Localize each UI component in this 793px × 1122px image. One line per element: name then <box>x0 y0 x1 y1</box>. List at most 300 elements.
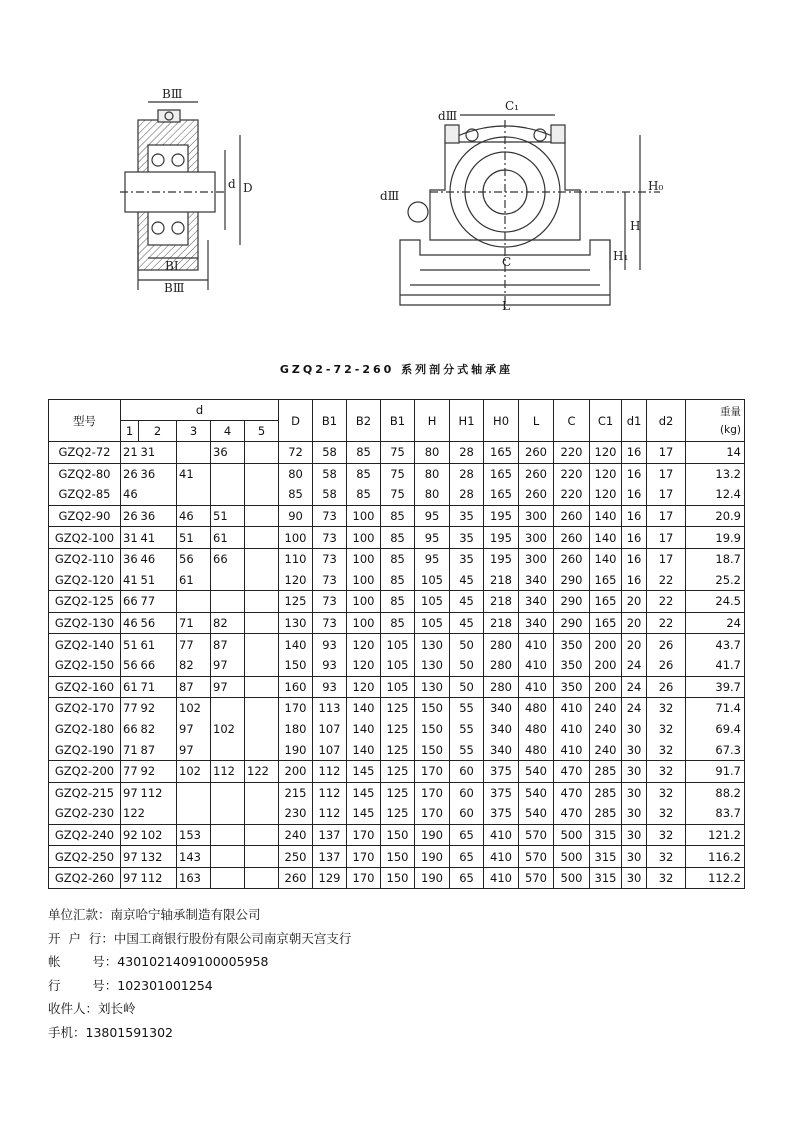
cell-d-5 <box>245 442 279 464</box>
cell-l: 410 <box>519 676 554 698</box>
cell-d2: 17 <box>647 505 686 527</box>
cell-h0: 280 <box>484 655 519 676</box>
cell-d-5 <box>245 570 279 591</box>
table-row <box>49 782 745 803</box>
header-c: C <box>554 400 590 442</box>
cell-c1: 200 <box>590 655 622 676</box>
cell-b1b: 105 <box>381 676 415 698</box>
label-h0: H₀ <box>648 179 664 193</box>
cell-l: 540 <box>519 803 554 824</box>
cell-h0: 280 <box>484 676 519 698</box>
cell-h1: 28 <box>450 484 484 505</box>
cell-d-1: 66 <box>121 591 139 613</box>
table-row <box>49 505 745 527</box>
cell-h0: 195 <box>484 548 519 569</box>
cell-h0: 195 <box>484 527 519 549</box>
cell-d-2: 92 <box>139 760 177 782</box>
cell-d-2: 51 <box>139 570 177 591</box>
table-row <box>49 634 745 655</box>
cell-c1: 200 <box>590 634 622 655</box>
cell-d-5 <box>245 719 279 740</box>
cell-b2: 140 <box>347 739 381 760</box>
cell-d2: 32 <box>647 782 686 803</box>
label-D-outer: D <box>243 181 253 195</box>
cell-weight: 24 <box>686 612 745 634</box>
contact-info <box>48 903 351 1044</box>
cell-h0: 375 <box>484 803 519 824</box>
cell-b2: 170 <box>347 824 381 846</box>
cell-h1: 35 <box>450 548 484 569</box>
side-section-view <box>120 102 240 290</box>
cell-d1: 16 <box>622 442 647 464</box>
cell-l: 480 <box>519 739 554 760</box>
cell-d-1: 92 <box>121 824 139 846</box>
cell-l: 300 <box>519 548 554 569</box>
cell-b1: 93 <box>313 634 347 655</box>
cell-d-2: 36 <box>139 505 177 527</box>
cell-c: 500 <box>554 867 590 889</box>
cell-d-2: 82 <box>139 719 177 740</box>
cell-b2: 145 <box>347 803 381 824</box>
cell-d1: 30 <box>622 867 647 889</box>
bank-name: 开 户 行：中国工商银行股份有限公司南京朝天宫支行 <box>48 930 352 946</box>
cell-d-4 <box>211 463 245 484</box>
cell-d2: 32 <box>647 698 686 719</box>
cell-d-4 <box>211 867 245 889</box>
cell-d1: 30 <box>622 782 647 803</box>
cell-h0: 375 <box>484 782 519 803</box>
cell-d-4: 36 <box>211 442 245 464</box>
cell-b2: 100 <box>347 527 381 549</box>
cell-b1: 73 <box>313 527 347 549</box>
cell-d2: 32 <box>647 739 686 760</box>
cell-d: 190 <box>279 739 313 760</box>
header-weight-top: 重量 <box>720 405 741 418</box>
cell-d-4 <box>211 570 245 591</box>
cell-d2: 26 <box>647 676 686 698</box>
cell-d-4: 97 <box>211 655 245 676</box>
cell-h0: 195 <box>484 505 519 527</box>
cell-d-4: 112 <box>211 760 245 782</box>
cell-d-4 <box>211 846 245 868</box>
cell-b1: 107 <box>313 719 347 740</box>
cell-b1b: 105 <box>381 655 415 676</box>
header-h0: H0 <box>484 400 519 442</box>
label-l: L <box>502 299 510 313</box>
cell-c1: 285 <box>590 803 622 824</box>
cell-d-5 <box>245 739 279 760</box>
cell-d-2 <box>139 484 177 505</box>
cell-d-5 <box>245 591 279 613</box>
header-d1: d1 <box>622 400 647 442</box>
cell-d1: 20 <box>622 634 647 655</box>
cell-d2: 17 <box>647 484 686 505</box>
cell-d-3: 102 <box>177 760 211 782</box>
cell-c: 290 <box>554 612 590 634</box>
header-b2: B2 <box>347 400 381 442</box>
cell-c: 350 <box>554 676 590 698</box>
cell-h1: 60 <box>450 760 484 782</box>
cell-d-5 <box>245 548 279 569</box>
header-c1: C1 <box>590 400 622 442</box>
cell-model: GZQ2-250 <box>49 846 121 868</box>
cell-d1: 30 <box>622 803 647 824</box>
cell-d1: 30 <box>622 760 647 782</box>
cell-weight: 39.7 <box>686 676 745 698</box>
label-h: H <box>630 219 641 233</box>
cell-d-3 <box>177 484 211 505</box>
cell-l: 340 <box>519 612 554 634</box>
cell-d-2: 66 <box>139 655 177 676</box>
cell-l: 480 <box>519 719 554 740</box>
cell-l: 340 <box>519 591 554 613</box>
cell-d: 100 <box>279 527 313 549</box>
cell-d1: 24 <box>622 676 647 698</box>
cell-b1: 73 <box>313 548 347 569</box>
cell-b1b: 85 <box>381 612 415 634</box>
cell-h1: 28 <box>450 442 484 464</box>
cell-l: 260 <box>519 442 554 464</box>
bank-code: 行 号：102301001254 <box>48 977 213 993</box>
label-h1: H₁ <box>613 249 629 263</box>
cell-b1: 58 <box>313 484 347 505</box>
cell-d-5 <box>245 505 279 527</box>
table-row <box>49 591 745 613</box>
cell-c1: 240 <box>590 739 622 760</box>
cell-c: 220 <box>554 463 590 484</box>
cell-d-3: 102 <box>177 698 211 719</box>
cell-b2: 120 <box>347 655 381 676</box>
cell-d-1: 31 <box>121 527 139 549</box>
cell-c1: 165 <box>590 612 622 634</box>
cell-c1: 315 <box>590 824 622 846</box>
cell-d-3: 163 <box>177 867 211 889</box>
header-d-4: 4 <box>211 421 245 442</box>
cell-weight: 91.7 <box>686 760 745 782</box>
cell-d-2: 46 <box>139 548 177 569</box>
cell-d-5 <box>245 824 279 846</box>
cell-d-4: 87 <box>211 634 245 655</box>
cell-b1b: 125 <box>381 739 415 760</box>
cell-b1b: 85 <box>381 548 415 569</box>
table-row <box>49 719 745 740</box>
table-row <box>49 484 745 505</box>
cell-d-1: 41 <box>121 570 139 591</box>
cell-h: 190 <box>415 846 450 868</box>
cell-d-4: 66 <box>211 548 245 569</box>
label-d3-top: dⅢ <box>438 109 458 123</box>
cell-h: 170 <box>415 803 450 824</box>
cell-d-2: 61 <box>139 634 177 655</box>
cell-d-1: 66 <box>121 719 139 740</box>
cell-c: 470 <box>554 760 590 782</box>
cell-d-2: 132 <box>139 846 177 868</box>
cell-d2: 22 <box>647 570 686 591</box>
cell-d2: 22 <box>647 591 686 613</box>
cell-model: GZQ2-140 <box>49 634 121 655</box>
cell-c1: 165 <box>590 570 622 591</box>
table-row <box>49 570 745 591</box>
cell-d-1: 97 <box>121 867 139 889</box>
cell-b1b: 75 <box>381 463 415 484</box>
cell-h1: 35 <box>450 527 484 549</box>
cell-d1: 16 <box>622 463 647 484</box>
recipient: 收件人：刘长岭 <box>48 1001 136 1016</box>
cell-h1: 50 <box>450 676 484 698</box>
cell-d2: 32 <box>647 803 686 824</box>
cell-l: 540 <box>519 760 554 782</box>
cell-c1: 285 <box>590 782 622 803</box>
cell-d2: 32 <box>647 846 686 868</box>
cell-d-4 <box>211 698 245 719</box>
cell-d-2: 36 <box>139 463 177 484</box>
cell-weight: 41.7 <box>686 655 745 676</box>
cell-d-1: 71 <box>121 739 139 760</box>
cell-b1: 93 <box>313 676 347 698</box>
cell-d-4: 82 <box>211 612 245 634</box>
cell-c1: 315 <box>590 846 622 868</box>
cell-weight: 12.4 <box>686 484 745 505</box>
cell-weight: 121.2 <box>686 824 745 846</box>
cell-c: 500 <box>554 824 590 846</box>
cell-d1: 16 <box>622 505 647 527</box>
cell-c1: 120 <box>590 484 622 505</box>
cell-b1: 129 <box>313 867 347 889</box>
cell-d-1: 36 <box>121 548 139 569</box>
cell-c: 500 <box>554 846 590 868</box>
cell-model: GZQ2-110 <box>49 548 121 569</box>
cell-h0: 280 <box>484 634 519 655</box>
header-d: d <box>121 400 279 421</box>
document-title: GZQ2-72-260 系列剖分式轴承座 <box>279 363 514 376</box>
cell-c: 470 <box>554 782 590 803</box>
cell-d-2: 31 <box>139 442 177 464</box>
cell-b1: 112 <box>313 803 347 824</box>
cell-h: 95 <box>415 505 450 527</box>
cell-d-4 <box>211 824 245 846</box>
cell-d-1: 61 <box>121 676 139 698</box>
cell-l: 570 <box>519 867 554 889</box>
cell-weight: 25.2 <box>686 570 745 591</box>
table-row <box>49 846 745 868</box>
header-h: H <box>415 400 450 442</box>
cell-c: 260 <box>554 505 590 527</box>
cell-h0: 410 <box>484 846 519 868</box>
cell-d: 240 <box>279 824 313 846</box>
cell-b1b: 85 <box>381 570 415 591</box>
label-c: C <box>502 255 512 269</box>
cell-h: 130 <box>415 655 450 676</box>
header-b1: B1 <box>313 400 347 442</box>
cell-d1: 24 <box>622 655 647 676</box>
cell-b2: 120 <box>347 676 381 698</box>
cell-c1: 240 <box>590 719 622 740</box>
cell-d: 120 <box>279 570 313 591</box>
cell-h0: 410 <box>484 867 519 889</box>
cell-d: 130 <box>279 612 313 634</box>
cell-d-5 <box>245 634 279 655</box>
table-row <box>49 676 745 698</box>
cell-d-2: 41 <box>139 527 177 549</box>
cell-d-2: 77 <box>139 591 177 613</box>
cell-b1b: 150 <box>381 824 415 846</box>
cell-c1: 315 <box>590 867 622 889</box>
cell-d-1: 26 <box>121 463 139 484</box>
cell-d: 215 <box>279 782 313 803</box>
cell-h: 80 <box>415 442 450 464</box>
label-d3-side: dⅢ <box>380 189 400 203</box>
cell-d-2: 71 <box>139 676 177 698</box>
drawing-labels <box>162 87 663 313</box>
cell-d1: 30 <box>622 719 647 740</box>
cell-d1: 16 <box>622 527 647 549</box>
cell-b1: 107 <box>313 739 347 760</box>
header-d-3: 3 <box>177 421 211 442</box>
cell-b1: 73 <box>313 591 347 613</box>
cell-d-1: 21 <box>121 442 139 464</box>
cell-b1b: 75 <box>381 484 415 505</box>
cell-model: GZQ2-125 <box>49 591 121 613</box>
cell-d2: 17 <box>647 548 686 569</box>
cell-h: 150 <box>415 698 450 719</box>
cell-d-5 <box>245 484 279 505</box>
cell-h0: 218 <box>484 591 519 613</box>
cell-d-5 <box>245 846 279 868</box>
cell-c1: 240 <box>590 698 622 719</box>
cell-d-1: 46 <box>121 612 139 634</box>
cell-h: 105 <box>415 591 450 613</box>
cell-weight: 67.3 <box>686 739 745 760</box>
cell-c1: 140 <box>590 548 622 569</box>
cell-b2: 85 <box>347 442 381 464</box>
cell-d-5 <box>245 655 279 676</box>
cell-d-2: 102 <box>139 824 177 846</box>
cell-h: 105 <box>415 570 450 591</box>
cell-h: 170 <box>415 782 450 803</box>
cell-h0: 218 <box>484 570 519 591</box>
cell-b2: 85 <box>347 484 381 505</box>
cell-d-4: 51 <box>211 505 245 527</box>
cell-d-1: 26 <box>121 505 139 527</box>
cell-d-4: 97 <box>211 676 245 698</box>
cell-d-2: 56 <box>139 612 177 634</box>
cell-b2: 145 <box>347 760 381 782</box>
cell-h1: 60 <box>450 782 484 803</box>
cell-d-2: 92 <box>139 698 177 719</box>
cell-d1: 24 <box>622 698 647 719</box>
cell-d2: 26 <box>647 634 686 655</box>
cell-h0: 165 <box>484 442 519 464</box>
cell-l: 570 <box>519 824 554 846</box>
cell-h1: 50 <box>450 634 484 655</box>
cell-d-3: 153 <box>177 824 211 846</box>
cell-h0: 165 <box>484 484 519 505</box>
table-body <box>49 442 745 889</box>
cell-b1: 112 <box>313 760 347 782</box>
cell-l: 260 <box>519 463 554 484</box>
table-row <box>49 655 745 676</box>
cell-c1: 120 <box>590 442 622 464</box>
cell-b1: 137 <box>313 846 347 868</box>
table-row <box>49 824 745 846</box>
cell-d: 160 <box>279 676 313 698</box>
cell-b1b: 85 <box>381 505 415 527</box>
technical-drawing <box>100 80 700 340</box>
table-row <box>49 612 745 634</box>
cell-b2: 100 <box>347 570 381 591</box>
cell-model: GZQ2-180 <box>49 719 121 740</box>
cell-h: 150 <box>415 719 450 740</box>
cell-b1: 58 <box>313 442 347 464</box>
cell-d: 110 <box>279 548 313 569</box>
cell-h1: 35 <box>450 505 484 527</box>
cell-b1: 93 <box>313 655 347 676</box>
cell-d-4 <box>211 591 245 613</box>
cell-l: 340 <box>519 570 554 591</box>
cell-d: 125 <box>279 591 313 613</box>
cell-h0: 375 <box>484 760 519 782</box>
cell-d: 90 <box>279 505 313 527</box>
cell-model: GZQ2-190 <box>49 739 121 760</box>
cell-d1: 16 <box>622 570 647 591</box>
cell-d-4 <box>211 803 245 824</box>
cell-d-3: 82 <box>177 655 211 676</box>
cell-b2: 145 <box>347 782 381 803</box>
cell-h1: 55 <box>450 698 484 719</box>
cell-h0: 340 <box>484 739 519 760</box>
cell-model: GZQ2-85 <box>49 484 121 505</box>
cell-d2: 17 <box>647 463 686 484</box>
cell-model: GZQ2-170 <box>49 698 121 719</box>
cell-d-5 <box>245 867 279 889</box>
cell-h1: 55 <box>450 719 484 740</box>
cell-d-5 <box>245 782 279 803</box>
label-b1-bottom: BⅠ <box>165 259 179 273</box>
cell-b1: 58 <box>313 463 347 484</box>
cell-d-5 <box>245 463 279 484</box>
cell-b2: 100 <box>347 591 381 613</box>
cell-d2: 22 <box>647 612 686 634</box>
cell-d1: 20 <box>622 591 647 613</box>
account-number: 帐 号：4301021409100005958 <box>48 954 269 969</box>
cell-d-5: 122 <box>245 760 279 782</box>
table-row <box>49 698 745 719</box>
cell-weight: 19.9 <box>686 527 745 549</box>
cell-d2: 26 <box>647 655 686 676</box>
cell-c1: 140 <box>590 527 622 549</box>
label-c1: C₁ <box>505 99 519 113</box>
cell-h0: 410 <box>484 824 519 846</box>
cell-h: 190 <box>415 824 450 846</box>
cell-d-3: 97 <box>177 719 211 740</box>
cell-d-5 <box>245 803 279 824</box>
cell-d1: 20 <box>622 612 647 634</box>
cell-model: GZQ2-230 <box>49 803 121 824</box>
cell-c: 410 <box>554 739 590 760</box>
cell-d2: 32 <box>647 867 686 889</box>
cell-d2: 17 <box>647 442 686 464</box>
cell-c1: 165 <box>590 591 622 613</box>
cell-weight: 24.5 <box>686 591 745 613</box>
cell-d-3: 97 <box>177 739 211 760</box>
cell-d-3: 77 <box>177 634 211 655</box>
cell-d-5 <box>245 676 279 698</box>
cell-d-4 <box>211 484 245 505</box>
header-h1: H1 <box>450 400 484 442</box>
cell-h0: 218 <box>484 612 519 634</box>
cell-d: 85 <box>279 484 313 505</box>
cell-d-3: 41 <box>177 463 211 484</box>
